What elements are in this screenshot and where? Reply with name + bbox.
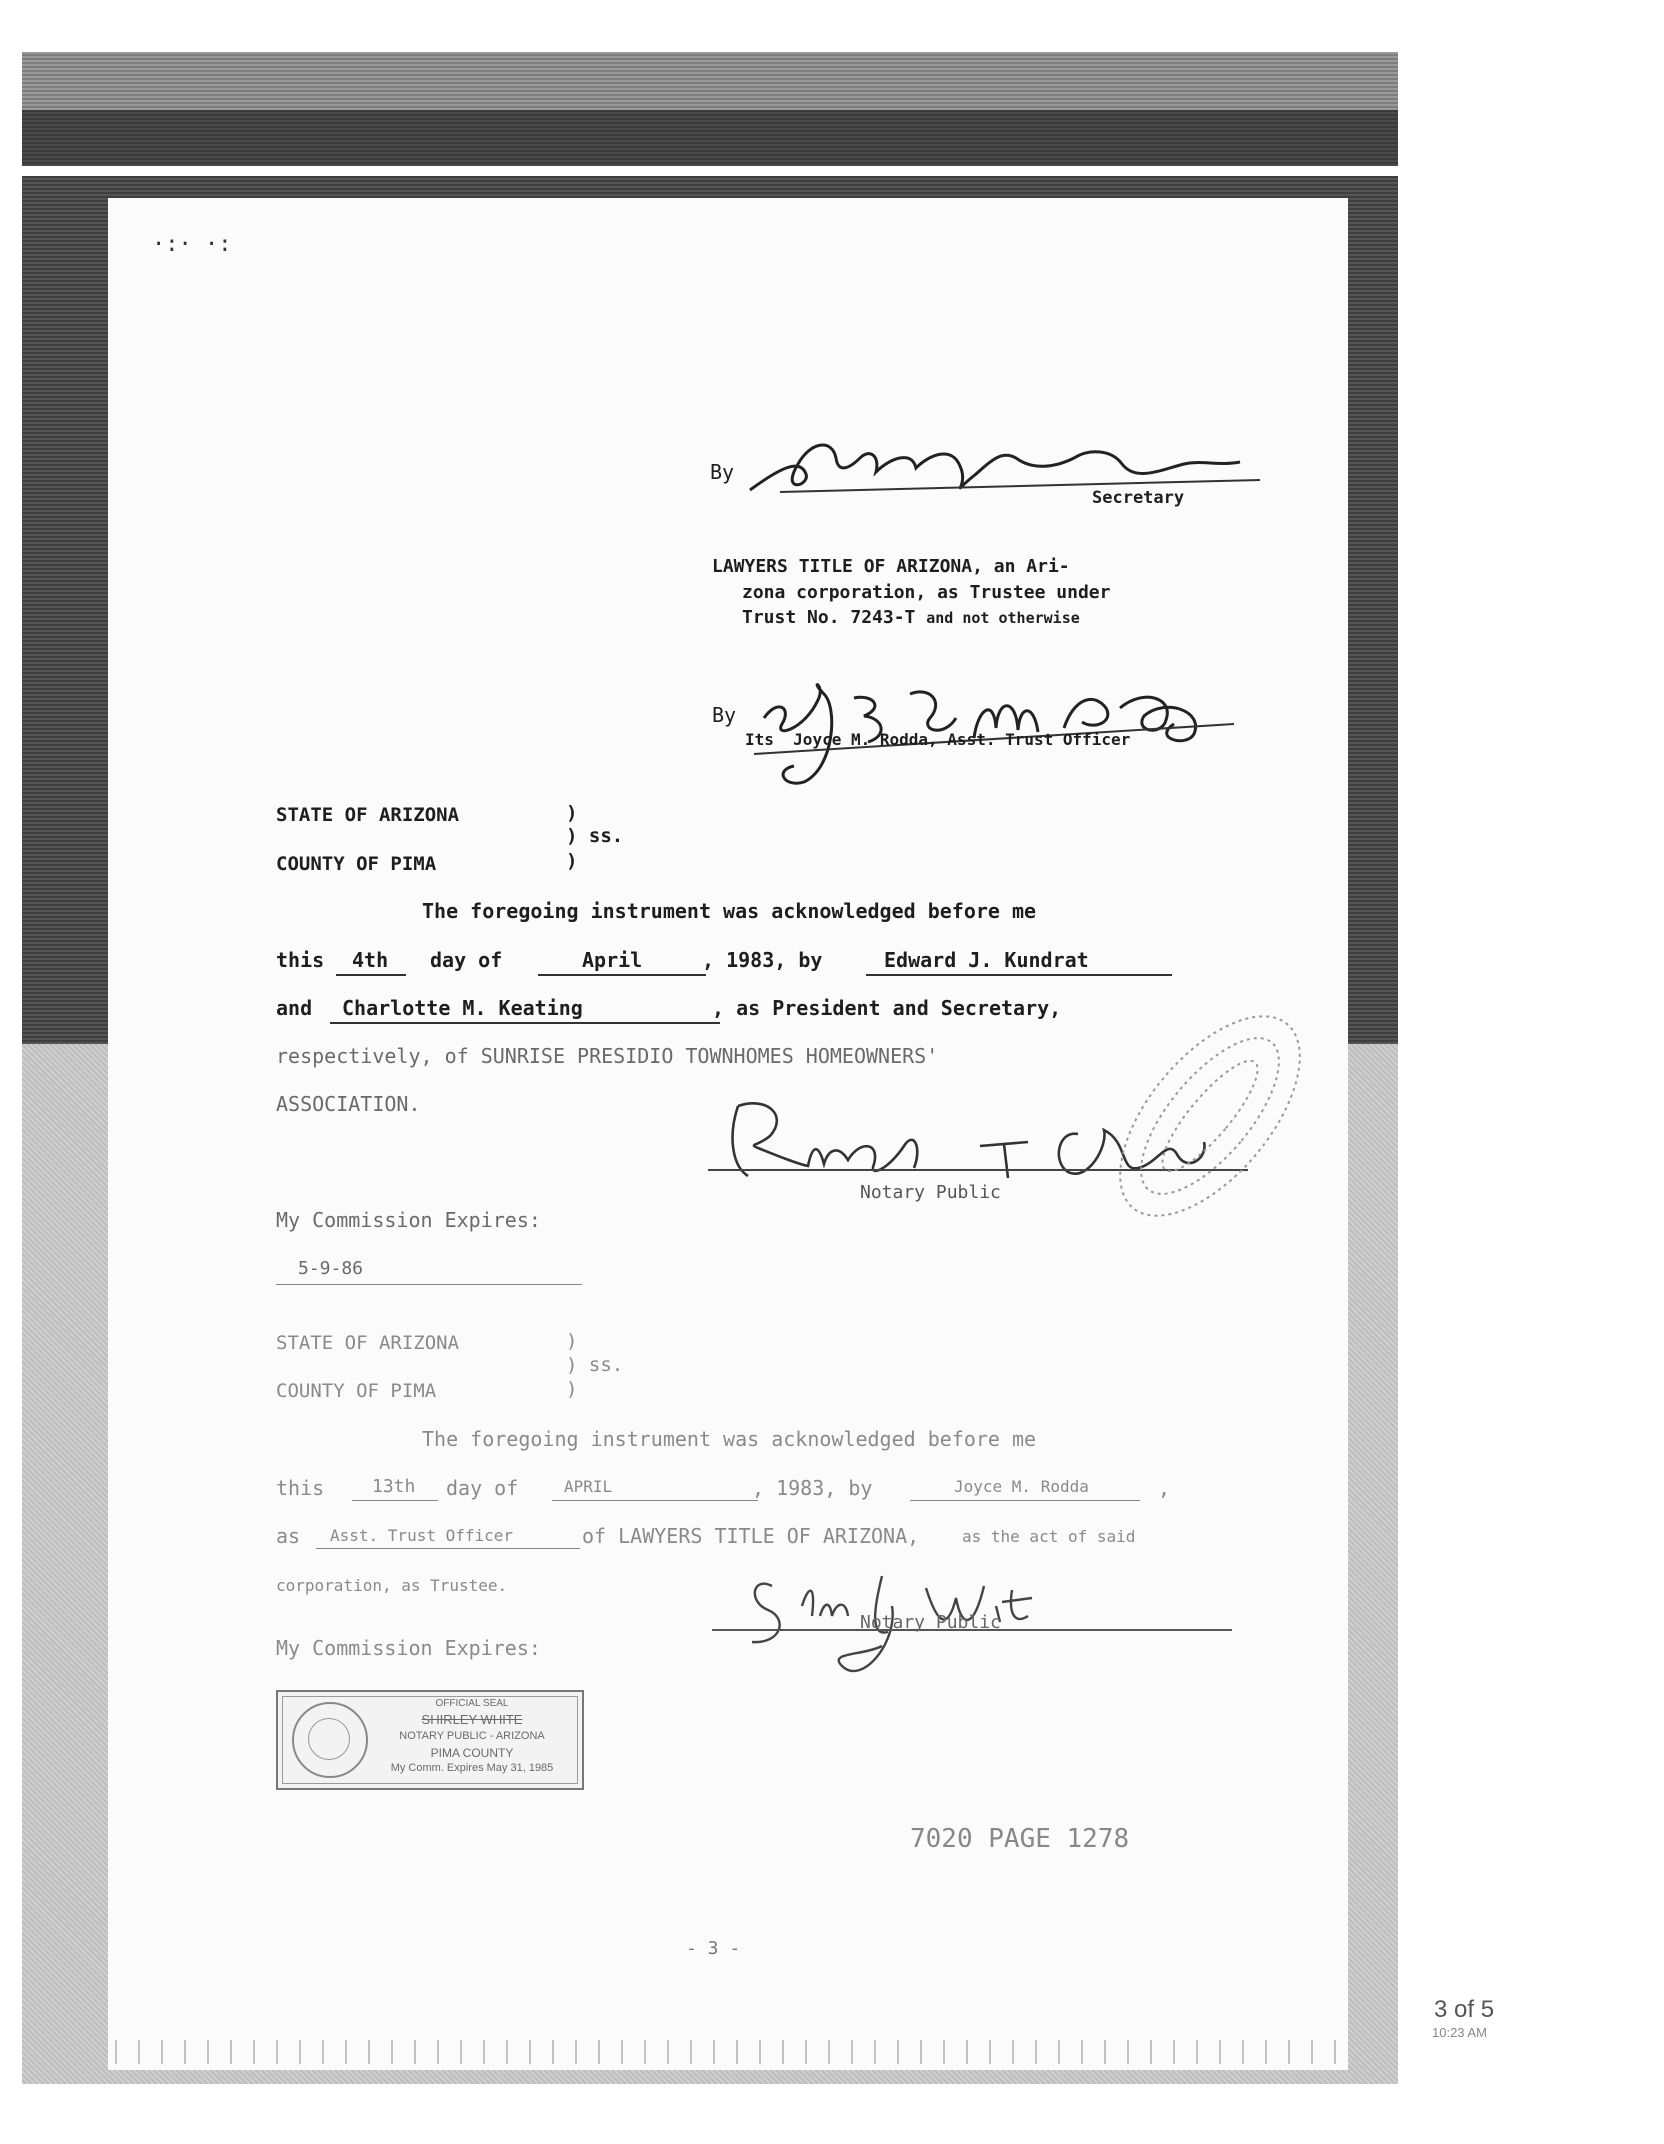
stamp-line-4: PIMA COUNTY	[430, 1746, 514, 1760]
ack2-corporation: corporation, as Trustee.	[276, 1576, 508, 1595]
ack1-day-underline	[336, 974, 406, 976]
ack1-person-1: Edward J. Kundrat	[884, 948, 1089, 972]
by-label-trustee: By	[712, 703, 737, 727]
ack2-as-act: as the act of said	[962, 1527, 1136, 1546]
ack1-person-2: Charlotte M. Keating	[342, 996, 583, 1020]
ack1-notary-label: Notary Public	[860, 1182, 1001, 1203]
ack2-intro: The foregoing instrument was acknowledged before me	[422, 1427, 1037, 1451]
scan-noise	[108, 2040, 1348, 2064]
ack1-year-by: , 1983, by	[702, 948, 823, 972]
ack2-person-underline	[910, 1500, 1140, 1501]
ack1-commission-date: 5-9-86	[298, 1258, 364, 1279]
ack2-month-underline	[552, 1500, 758, 1501]
state-seal-inner-ring	[308, 1718, 350, 1760]
ack2-state: STATE OF ARIZONA	[276, 1332, 460, 1354]
ack1-this: this	[276, 948, 325, 972]
ack2-this: this	[276, 1476, 325, 1500]
stamp-line-3: NOTARY PUBLIC - ARIZONA	[399, 1730, 545, 1742]
ack1-day-of: day of	[430, 948, 503, 972]
ack2-of-text: of LAWYERS TITLE OF ARIZONA,	[582, 1524, 920, 1548]
ack2-day-of: day of	[446, 1476, 519, 1500]
trustee-line-1: LAWYERS TITLE OF ARIZONA, an Ari-	[712, 556, 1070, 577]
ack1-role: , as President and Secretary,	[712, 996, 1062, 1020]
ack2-person: Joyce M. Rodda	[954, 1477, 1089, 1496]
ack1-month: April	[582, 948, 643, 972]
ack2-day: 13th	[372, 1476, 416, 1497]
ack2-year-by: , 1983, by	[752, 1476, 873, 1500]
its-label: Its	[745, 730, 774, 749]
ack2-commission-label: My Commission Expires:	[276, 1636, 541, 1660]
ack2-county: COUNTY OF PIMA	[276, 1380, 437, 1402]
trustee-line-2: zona corporation, as Trustee under	[742, 582, 1111, 603]
ack1-respectively: respectively, of SUNRISE PRESIDIO TOWNHOMES HOMEOWNERS'	[276, 1044, 939, 1068]
ack1-day: 4th	[352, 948, 389, 972]
page-counter: 3 of 5	[1434, 1996, 1495, 2023]
ack2-as: as	[276, 1524, 301, 1548]
page-timestamp: 10:23 AM	[1432, 2025, 1487, 2040]
trust-officer-signature	[734, 658, 1254, 788]
not-otherwise: and not otherwise	[926, 609, 1080, 627]
ack1-month-underline	[538, 974, 706, 976]
trust-number: Trust No. 7243-T	[742, 607, 916, 628]
ack1-association: ASSOCIATION.	[276, 1092, 421, 1116]
ack1-intro: The foregoing instrument was acknowledged before me	[422, 899, 1037, 923]
ack2-ss: ) ss.	[566, 1354, 624, 1376]
book-page-stamp: 7020 PAGE 1278	[910, 1824, 1130, 1854]
trust-officer-name: Joyce M. Rodda, Asst. Trust Officer	[793, 730, 1131, 749]
ack1-state: STATE OF ARIZONA	[276, 804, 460, 826]
ack2-paren-3: )	[566, 1378, 578, 1400]
notary-embossed-seal-1	[1080, 966, 1340, 1266]
ack2-role: Asst. Trust Officer	[330, 1526, 514, 1545]
trustee-line-3	[742, 607, 1080, 628]
secretary-title: Secretary	[1092, 488, 1185, 508]
secretary-signature	[740, 428, 1280, 506]
ack1-person-2-underline	[330, 1022, 720, 1024]
trust-officer-line	[745, 730, 1130, 749]
ack1-commission-label: My Commission Expires:	[276, 1208, 541, 1232]
ack2-role-underline	[316, 1548, 580, 1549]
page-number: - 3 -	[686, 1938, 741, 1959]
stamp-line-5: My Comm. Expires May 31, 1985	[390, 1762, 554, 1774]
scan-band-top-dark	[22, 110, 1398, 166]
by-label-secretary: By	[710, 460, 735, 484]
ack1-ss: ) ss.	[566, 825, 624, 847]
stamp-line-2: SHIRLEY WHITE	[421, 1712, 523, 1727]
notary-stamp	[276, 1690, 584, 1790]
scan-band-top	[22, 52, 1398, 110]
ack2-person-suffix: ,	[1158, 1476, 1171, 1500]
ack1-paren-3: )	[566, 850, 578, 872]
ack2-notary-label: Notary Public	[860, 1612, 1001, 1633]
ack1-paren-1: )	[566, 802, 578, 824]
ack2-day-underline	[352, 1500, 438, 1501]
stamp-line-1: OFFICIAL SEAL	[435, 1698, 509, 1709]
ack1-and: and	[276, 996, 313, 1020]
ack1-commission-underline	[276, 1284, 582, 1285]
ack1-county: COUNTY OF PIMA	[276, 853, 437, 875]
ack2-month: APRIL	[564, 1477, 613, 1496]
scan-marks: ·:· ·:	[152, 232, 232, 257]
ack2-paren-1: )	[566, 1330, 578, 1352]
